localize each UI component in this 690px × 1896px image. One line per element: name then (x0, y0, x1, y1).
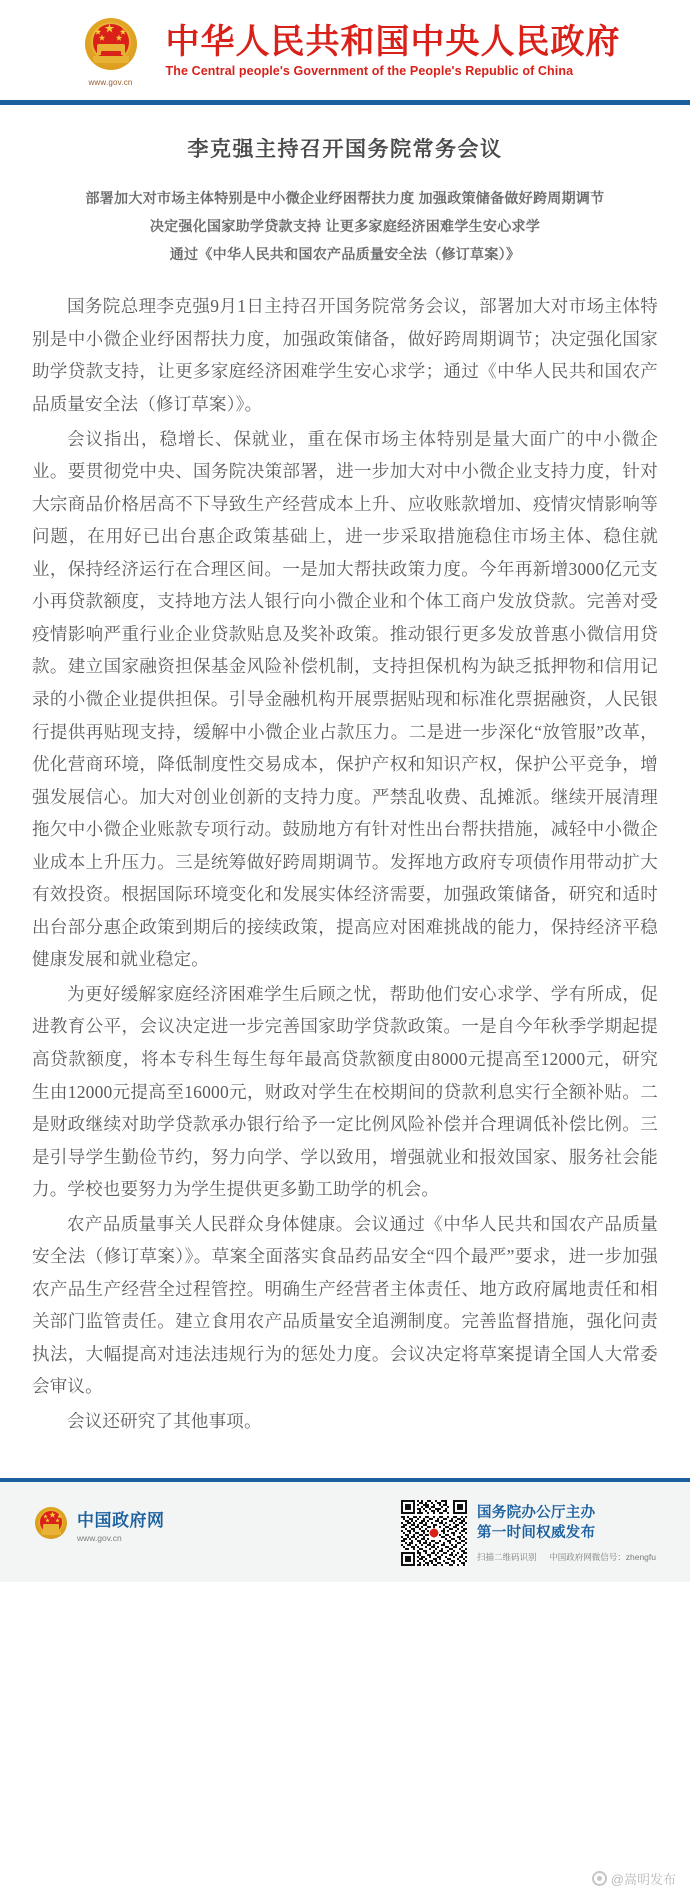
footer-qr-text (477, 1500, 656, 1563)
masthead-text (166, 24, 621, 79)
footer-note (477, 1551, 656, 1563)
masthead-inner (70, 16, 621, 87)
masthead-emblem-url: www.gov.cn (88, 77, 133, 87)
page-title: 李克强主持召开国务院常务会议 (187, 138, 503, 161)
footer-note-scan: 扫描二维码识别 (476, 1551, 537, 1562)
footer-qr-block (401, 1500, 656, 1566)
weibo-icon (592, 1871, 607, 1886)
footer-site-url: www.gov.cn (77, 1532, 122, 1543)
qr-code-icon[interactable] (401, 1500, 467, 1566)
article-body (0, 135, 690, 1438)
article-subheads (32, 184, 658, 268)
site-masthead (0, 0, 690, 100)
footer-brand-text (77, 1506, 165, 1543)
footer-note-account: 中国政府网微信号：zhengfu (549, 1551, 656, 1562)
watermark-label: @嵩明发布 (610, 1872, 676, 1887)
article-paragraph: 农产品质量事关人民群众身体健康。会议通过《中华人民共和国农产品质量安全法（修订草案）》。草案全面落实食品药品安全“四个最严”要求，进一步加强农产品生产经营全过程管控。明确生产经营者主体责任、地方政府属地责任和相关部门监管责任。建立食用农产品质量安全追溯制度。完善监督措施，强化问责执法，大幅提高对违法违规行为的惩处力度。会议决定将草案提请全国人大常委会审议。 (32, 1213, 658, 1397)
article-paragraph: 会议指出，稳增长、保就业，重在保市场主体特别是量大面广的中小微企业。要贯彻党中央、国务院决策部署，进一步加大对中小微企业支持力度，针对大宗商品价格居高不下导致生产经营成本上升、应收账款增加、疫情灾情影响等问题，在用好已出台惠企政策基础上，进一步采取措施稳住市场主体、稳住就业，保持经济运行在合理区间。一是加大帮扶政策力度。今年再新增3000亿元支小再贷款额度，支持地方法人银行向小微企业和个体工商户发放贷款。完善对受疫情影响严重行业企业贷款贴息及奖补政策。推动银行更多发放普惠小微信用贷款。建立国家融资担保基金风险补偿机制，支持担保机构为缺乏抵押物和信用记录的小微企业提供担保。引导金融机构开展票据贴现和标准化票据融资，人民银行提供再贴现支持，缓解中小微企业占款压力。二是进一步深化“放管服”改革，优化营商环境，降低制度性交易成本，保护产权和知识产权，保护公平竞争，增强发展信心。加大对创业创新的支持力度。严禁乱收费、乱摊派。继续开展清理拖欠中小微企业账款专项行动。鼓励地方有针对性出台帮扶措施，减轻中小微企业成本上升压力。三是统筹做好跨周期调节。发挥地方政府专项债作用带动扩大有效投资。根据国际环境变化和发展实体经济需要，加强政策储备，研究和适时出台部分惠企政策到期后的接续政策，提高应对困难挑战的能力，保持经济平稳健康发展和就业稳定。 (32, 428, 658, 970)
site-footer (0, 1482, 690, 1582)
article-paragraph: 为更好缓解家庭经济困难学生后顾之忧，帮助他们安心求学、学有所成，促进教育公平，会议决定进一步完善国家助学贷款政策。一是自今年秋季学期起提高贷款额度，将本专科生每生每年最高贷款额度由8000元提高至12000元，研究生由12000元提高至16000元，财政对学生在校期间的贷款利息实行全额补贴。二是财政继续对助学贷款承办银行给予一定比例风险补偿并合理调低补偿比例。三是引导学生勤俭节约，努力向学、学以致用，增强就业和报效国家、服务社会能力。学校也要努力为学生提供更多勤工助学的机会。 (32, 983, 658, 1200)
footer-site-name: 中国政府网 (77, 1510, 165, 1530)
china-national-emblem-icon: ★ ★ ★ ★ ★ (34, 1507, 68, 1541)
article-subhead: 通过《中华人民共和国农产品质量安全法（修订草案）》 (169, 246, 521, 263)
masthead-title-cn: 中华人民共和国中央人民政府 (165, 22, 621, 61)
china-national-emblem-icon: ★ ★ ★ ★ ★ (81, 16, 141, 76)
footer-spacer (0, 1440, 690, 1478)
masthead-divider (0, 100, 690, 105)
article-subhead: 决定强化国家助学贷款支持 让更多家庭经济困难学生安心求学 (149, 218, 541, 235)
footer-slogan-line2: 第一时间权威发布 (476, 1525, 596, 1542)
footer-slogan-line1: 国务院办公厅主办 (476, 1504, 596, 1521)
masthead-emblem-block (70, 16, 152, 87)
article-paragraphs (32, 290, 658, 1437)
article-paragraph: 会议还研究了其他事项。 (67, 1410, 262, 1431)
footer-brand[interactable] (34, 1500, 165, 1543)
article-paragraph: 国务院总理李克强9月1日主持召开国务院常务会议，部署加大对市场主体特别是中小微企业纾困帮扶力度，加强政策储备，做好跨周期调节；决定强化国家助学贷款支持，让更多家庭经济困难学生安心求学；通过《中华人民共和国农产品质量安全法（修订草案）》。 (32, 296, 658, 415)
watermark (592, 1869, 676, 1888)
article-subhead: 部署加大对市场主体特别是中小微企业纾困帮扶力度 加强政策储备做好跨周期调节 (85, 190, 605, 207)
masthead-title-en: The Central people's Government of the People's Republic of China (165, 64, 574, 79)
